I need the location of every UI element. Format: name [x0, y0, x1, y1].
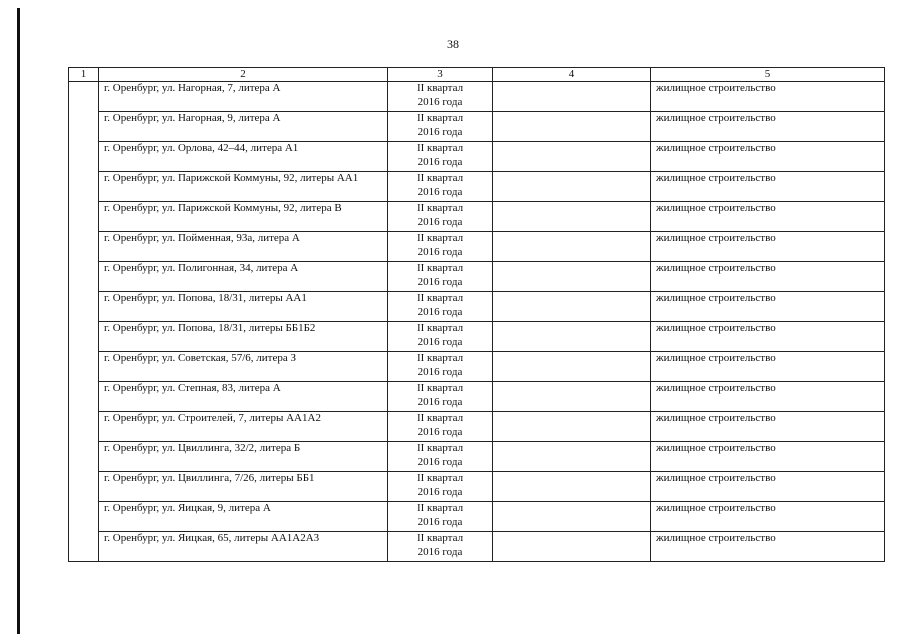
period-cell: [388, 322, 493, 352]
period-year: 2016 года: [417, 125, 463, 138]
table-row: [69, 292, 885, 322]
period-quarter: II квартал: [416, 382, 464, 394]
address-cell: г. Оренбург, ул. Нагорная, 9, литера А: [99, 112, 388, 142]
purpose-cell: жилищное строительство: [651, 442, 885, 472]
purpose-cell: жилищное строительство: [651, 472, 885, 502]
purpose-cell: жилищное строительство: [651, 262, 885, 292]
header-col-2: 2: [99, 68, 388, 82]
period-quarter: II квартал: [416, 202, 464, 214]
period-cell: [388, 262, 493, 292]
period-cell: [388, 382, 493, 412]
period-year: 2016 года: [417, 395, 463, 408]
period-quarter: II квартал: [416, 262, 464, 274]
column-4-cell: [493, 112, 651, 142]
table-row: [69, 472, 885, 502]
table-header: [69, 68, 885, 82]
address-cell: г. Оренбург, ул. Цвиллинга, 32/2, литера Б: [99, 442, 388, 472]
period-cell: [388, 442, 493, 472]
period-year: 2016 года: [417, 485, 463, 498]
period-quarter: II квартал: [416, 172, 464, 184]
period-quarter: II квартал: [416, 322, 464, 334]
purpose-cell: жилищное строительство: [651, 112, 885, 142]
header-col-3: 3: [388, 68, 493, 82]
period-cell: [388, 502, 493, 532]
column-4-cell: [493, 262, 651, 292]
table-row: [69, 322, 885, 352]
period-cell: [388, 82, 493, 112]
address-cell: г. Оренбург, ул. Орлова, 42–44, литера А1: [99, 142, 388, 172]
column-4-cell: [493, 472, 651, 502]
column-4-cell: [493, 532, 651, 562]
period-cell: [388, 532, 493, 562]
header-col-5: 5: [651, 68, 885, 82]
period-quarter: II квартал: [416, 232, 464, 244]
address-cell: г. Оренбург, ул. Полигонная, 34, литера А: [99, 262, 388, 292]
period-cell: [388, 352, 493, 382]
table-row: [69, 352, 885, 382]
objects-table: [68, 67, 885, 562]
table-row: [69, 262, 885, 292]
purpose-cell: жилищное строительство: [651, 352, 885, 382]
table-row: [69, 82, 885, 112]
period-year: 2016 года: [417, 305, 463, 318]
address-cell: г. Оренбург, ул. Нагорная, 7, литера А: [99, 82, 388, 112]
purpose-cell: жилищное строительство: [651, 412, 885, 442]
period-year: 2016 года: [417, 515, 463, 528]
period-cell: [388, 232, 493, 262]
period-year: 2016 года: [417, 425, 463, 438]
column-4-cell: [493, 202, 651, 232]
period-cell: [388, 112, 493, 142]
column-4-cell: [493, 502, 651, 532]
table-row: [69, 112, 885, 142]
purpose-cell: жилищное строительство: [651, 232, 885, 262]
period-year: 2016 года: [417, 545, 463, 558]
period-quarter: II квартал: [416, 142, 464, 154]
table-row: [69, 142, 885, 172]
table-row: [69, 442, 885, 472]
period-quarter: II квартал: [416, 412, 464, 424]
address-cell: г. Оренбург, ул. Советская, 57/6, литера З: [99, 352, 388, 382]
table-row: [69, 532, 885, 562]
address-cell: г. Оренбург, ул. Строителей, 7, литеры АА1А2: [99, 412, 388, 442]
binding-margin-line: [17, 8, 20, 634]
address-cell: г. Оренбург, ул. Цвиллинга, 7/26, литеры ББ1: [99, 472, 388, 502]
table-row: [69, 412, 885, 442]
purpose-cell: жилищное строительство: [651, 382, 885, 412]
row-number-cell: [69, 82, 99, 562]
purpose-cell: жилищное строительство: [651, 532, 885, 562]
period-year: 2016 года: [417, 275, 463, 288]
address-cell: г. Оренбург, ул. Яицкая, 65, литеры АА1А2А3: [99, 532, 388, 562]
column-4-cell: [493, 322, 651, 352]
period-year: 2016 года: [417, 365, 463, 378]
table-body: [69, 82, 885, 562]
page-number: 38: [447, 37, 459, 51]
period-quarter: II квартал: [416, 472, 464, 484]
column-4-cell: [493, 172, 651, 202]
column-4-cell: [493, 352, 651, 382]
column-4-cell: [493, 292, 651, 322]
table-row: [69, 172, 885, 202]
header-col-1: 1: [69, 68, 99, 82]
period-quarter: II квартал: [416, 502, 464, 514]
purpose-cell: жилищное строительство: [651, 82, 885, 112]
column-4-cell: [493, 412, 651, 442]
period-cell: [388, 292, 493, 322]
period-cell: [388, 472, 493, 502]
period-quarter: II квартал: [416, 352, 464, 364]
address-cell: г. Оренбург, ул. Степная, 83, литера А: [99, 382, 388, 412]
table-row: [69, 202, 885, 232]
period-quarter: II квартал: [416, 532, 464, 544]
period-quarter: II квартал: [416, 442, 464, 454]
period-cell: [388, 172, 493, 202]
table-row: [69, 232, 885, 262]
period-quarter: II квартал: [416, 112, 464, 124]
period-quarter: II квартал: [416, 82, 464, 94]
purpose-cell: жилищное строительство: [651, 172, 885, 202]
period-cell: [388, 202, 493, 232]
address-cell: г. Оренбург, ул. Парижской Коммуны, 92, литеры АА1: [99, 172, 388, 202]
column-4-cell: [493, 382, 651, 412]
period-cell: [388, 142, 493, 172]
purpose-cell: жилищное строительство: [651, 202, 885, 232]
column-4-cell: [493, 232, 651, 262]
purpose-cell: жилищное строительство: [651, 322, 885, 352]
period-year: 2016 года: [417, 245, 463, 258]
purpose-cell: жилищное строительство: [651, 502, 885, 532]
purpose-cell: жилищное строительство: [651, 292, 885, 322]
period-year: 2016 года: [417, 185, 463, 198]
header-row: [69, 68, 885, 82]
address-cell: г. Оренбург, ул. Парижской Коммуны, 92, литера В: [99, 202, 388, 232]
table-row: [69, 502, 885, 532]
period-year: 2016 года: [417, 335, 463, 348]
period-year: 2016 года: [417, 155, 463, 168]
period-year: 2016 года: [417, 95, 463, 108]
address-cell: г. Оренбург, ул. Пойменная, 93а, литера А: [99, 232, 388, 262]
address-cell: г. Оренбург, ул. Попова, 18/31, литеры ББ1Б2: [99, 322, 388, 352]
period-year: 2016 года: [417, 215, 463, 228]
period-quarter: II квартал: [416, 292, 464, 304]
column-4-cell: [493, 82, 651, 112]
table-row: [69, 382, 885, 412]
column-4-cell: [493, 442, 651, 472]
period-cell: [388, 412, 493, 442]
address-cell: г. Оренбург, ул. Яицкая, 9, литера А: [99, 502, 388, 532]
address-cell: г. Оренбург, ул. Попова, 18/31, литеры АА1: [99, 292, 388, 322]
header-col-4: 4: [493, 68, 651, 82]
column-4-cell: [493, 142, 651, 172]
purpose-cell: жилищное строительство: [651, 142, 885, 172]
period-year: 2016 года: [417, 455, 463, 468]
